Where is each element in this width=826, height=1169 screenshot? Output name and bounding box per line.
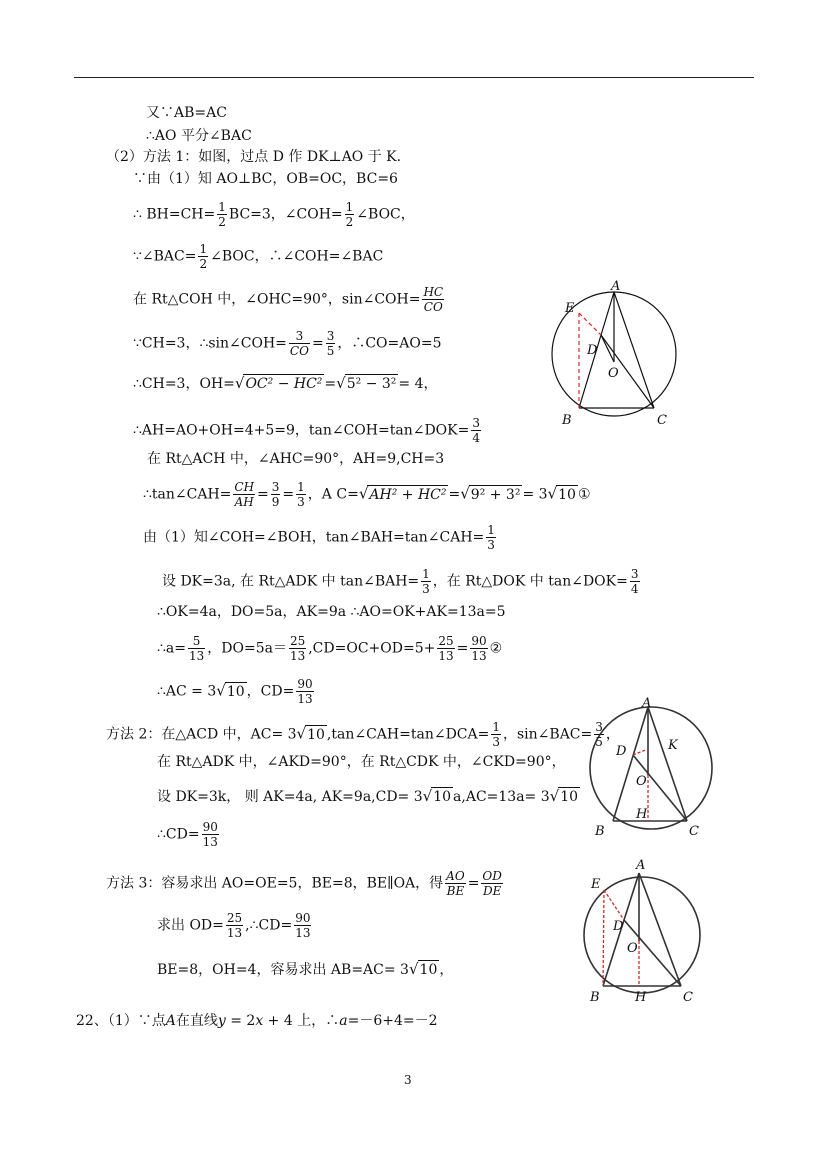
text-line: ∴a= $\frac{5}{13}$ ，DO=5a＝ $\frac{25}{13}$ ,CD=OC+OD=5+ $\frac{25}{13}$ = $\frac{90}{13}$ ② [157,634,503,663]
point-label: C [683,990,693,1005]
text-line: ∴AO 平分∠BAC [146,128,252,144]
text-line: 方法 3：容易求出 AO=OE=5，BE=8，BE∥OA，得 $\frac{AO}{BE}$ = $\frac{OD}{DE}$ [106,869,502,898]
geometry-figure-3 [582,855,722,1005]
header-rule [74,77,754,78]
fraction: $\frac{1}{3}$ [297,480,305,509]
text-line: ∴AH=AO+OH=4+5=9，tan∠COH=tan∠DOK= $\frac{3}{4}$ [133,416,480,445]
text-line: ∴AC = 3√10 ，CD= $\frac{90}{13}$ [157,677,313,706]
fraction: $\frac{1}{3}$ [492,720,500,749]
fraction: $\frac{90}{13}$ [297,677,313,706]
fraction: $\frac{90}{13}$ [471,634,487,663]
page-number: 3 [404,1073,412,1087]
text-line: 在 Rt△ACH 中，∠AHC=90°，AH=9,CH=3 [147,451,445,467]
point-label: K [668,738,678,753]
fraction: $\frac{25}{13}$ [289,634,306,663]
text-line: 方法 2：在△ACD 中，AC= 3√10 ,tan∠CAH=tan∠DCA= $\frac{1}{3}$ ，sin∠BAC= $\frac{3}{5}$ ， [106,720,620,749]
text-line: BE=8，OH=4，容易求出 AB=AC= 3√10 ， [157,960,454,978]
text-line: ∴ BH=CH= $\frac{1}{2}$ BC=3，∠COH= $\frac{1}{2}$ ∠BOC， [133,200,415,229]
fraction: $\frac{OD}{DE}$ [482,869,502,898]
point-label: A [611,279,621,294]
text-line: ∵∠BAC= $\frac{1}{2}$ ∠BOC，∴∠COH=∠BAC [133,242,384,271]
point-label: E [591,877,601,892]
point-label: A [636,858,646,873]
geometry-figure-1 [545,275,695,435]
text-line: 求出 OD= $\frac{25}{13}$ ,∴CD= $\frac{90}{13}$ [157,911,311,940]
text-line: 在 Rt△ADK 中，∠AKD=90°，在 Rt△CDK 中，∠CKD=90°， [157,754,566,770]
text-line: ∴CD= $\frac{90}{13}$ [157,820,218,849]
fraction: $\frac{CH}{AH}$ [234,480,255,509]
fraction: $\frac{1}{2}$ [199,242,208,271]
fraction: $\frac{3}{4}$ [472,416,480,445]
fraction: $\frac{25}{13}$ [438,634,454,663]
text-line: （2）方法 1：如图，过点 D 作 DK⊥AO 于 K. [106,149,402,165]
point-label: H [636,807,648,822]
fraction: $\frac{25}{13}$ [226,911,243,940]
fraction: $\frac{1}{3}$ [422,567,430,596]
text-line: 设 DK=3k， 则 AK=4a, AK=9a,CD= 3√10 a,AC=13a= 3√10 [157,787,579,805]
fraction: $\frac{3}{5}$ [326,329,335,358]
point-label: D [613,919,624,934]
text-line: ∴CH=3，OH=√OC² − HC² =√5² − 3² = 4， [133,374,438,392]
geometry-figure-2 [585,693,725,843]
text-line: ∴OK=4a，DO=5a，AK=9a ∴AO=OK+AK=13a=5 [157,604,506,620]
point-label: D [616,744,627,759]
text-line: ∴tan∠CAH= $\frac{CH}{AH}$ = $\frac{3}{9}$ = $\frac{1}{3}$ ，A C=√AH² + HC² =√9² + 3² = 3√10 ① [143,480,591,509]
point-label: B [595,824,605,839]
text-line: ∵CH=3，∴sin∠COH= $\frac{3}{CO}$ = $\frac{3}{5}$ ，∴CO=AO=5 [133,329,442,358]
text-line: 由（1）知∠COH=∠BOH，tan∠BAH=tan∠CAH= $\frac{1}{3}$ [143,523,495,552]
fraction: $\frac{AO}{BE}$ [446,869,465,898]
point-label: A [642,696,652,711]
point-label: E [565,301,575,316]
fraction: $\frac{5}{13}$ [188,634,205,663]
fraction: $\frac{1}{2}$ [218,200,226,229]
point-label: D [587,343,598,358]
point-label: C [689,824,699,839]
fraction: $\frac{90}{13}$ [295,911,311,940]
fraction: $\frac{3}{9}$ [271,480,280,509]
fraction: $\frac{3}{5}$ [595,720,603,749]
point-label: C [657,413,667,428]
fraction: $\frac{3}{4}$ [630,567,639,596]
point-label: B [590,990,600,1005]
text-line: 在 Rt△COH 中，∠OHC=90°，sin∠COH= $\frac{HC}{CO}$ [133,285,444,314]
point-label: O [627,941,638,956]
point-label: B [562,413,572,428]
text-line: 设 DK=3a, 在 Rt△ADK 中 tan∠BAH= $\frac{1}{3}$ ，在 Rt△DOK 中 tan∠DOK= $\frac{3}{4}$ [162,567,639,596]
fraction: $\frac{1}{3}$ [487,523,495,552]
point-label: O [608,366,619,381]
fraction: $\frac{1}{2}$ [345,200,354,229]
text-line: 22、（1）∵点A在直线y = 2x + 4 上，∴a=－6+4=－2 [76,1013,438,1029]
fraction: $\frac{HC}{CO}$ [423,285,444,314]
fraction: $\frac{3}{CO}$ [289,329,309,358]
fraction: $\frac{90}{13}$ [202,820,218,849]
point-label: H [635,990,647,1005]
point-label: O [636,774,647,789]
text-line: 又∵AB=AC [146,105,227,121]
text-line: ∵由（1）知 AO⊥BC，OB=OC，BC=6 [133,171,398,187]
